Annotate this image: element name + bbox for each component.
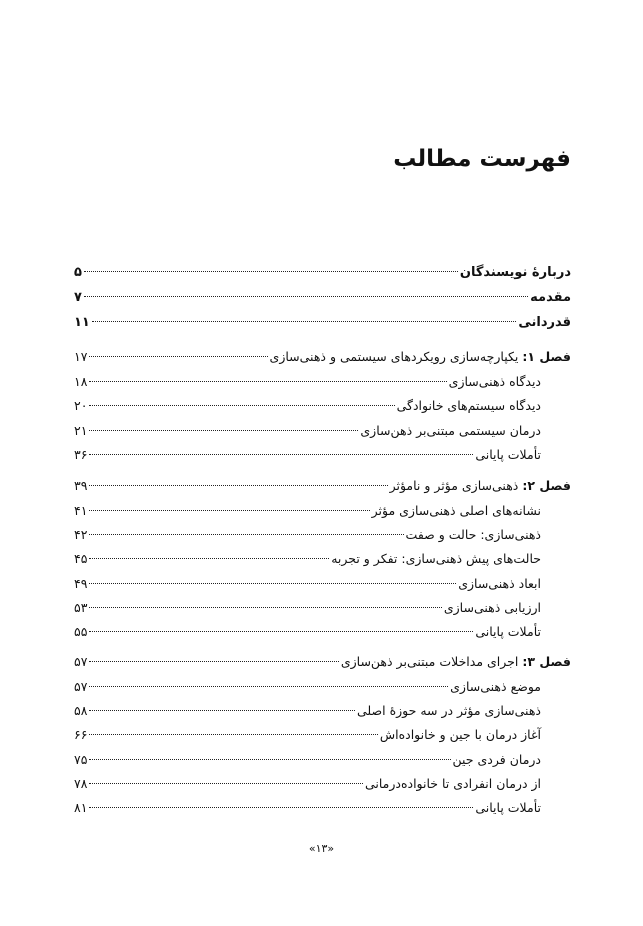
toc-entry-label: دیدگاه سیستم‌های خانوادگی: [396, 398, 541, 413]
toc-entry-label: درمان فردی جین: [452, 752, 541, 767]
toc-section[interactable]: [74, 798, 571, 818]
toc-section[interactable]: [74, 445, 571, 465]
leader-dots: [84, 271, 458, 272]
toc-page-number: ۶۶: [74, 727, 88, 742]
toc-entry-label: قدردانی: [518, 315, 571, 330]
toc-page-number: ۲۱: [74, 423, 88, 438]
toc-section[interactable]: [74, 372, 571, 392]
toc-section[interactable]: [74, 525, 571, 545]
toc-entry-label: [270, 347, 571, 367]
leader-dots: [89, 430, 358, 431]
toc-page-number: ۱۱: [74, 315, 90, 330]
leader-dots: [89, 558, 329, 559]
chapter-title: یکپارچه‌سازی رویکردهای سیستمی و ذهنی‌سازی: [269, 349, 519, 364]
toc-entry-label: ابعاد ذهنی‌سازی: [458, 576, 541, 591]
toc-page-number: ۵۷: [74, 679, 88, 694]
toc-entry-label: موضع ذهنی‌سازی: [450, 679, 541, 694]
leader-dots: [89, 381, 446, 382]
toc-section[interactable]: [74, 677, 571, 697]
toc-entry-introduction[interactable]: [74, 288, 571, 308]
toc-section[interactable]: [74, 622, 571, 642]
toc-section[interactable]: [74, 549, 571, 569]
toc-page-number: ۵۵: [74, 624, 88, 639]
toc-page-number: ۲۰: [74, 398, 88, 413]
toc-entry-label: درمان سیستمی مبتنی‌بر ذهن‌سازی: [360, 423, 541, 438]
toc-entry-label: مقدمه: [530, 290, 571, 305]
toc-section[interactable]: [74, 396, 571, 416]
leader-dots: [89, 710, 355, 711]
toc-chapter-2[interactable]: [74, 476, 571, 496]
toc-section[interactable]: [74, 421, 571, 441]
toc-entry-label: تأملات پایانی: [475, 800, 541, 815]
toc-chapter-3[interactable]: [74, 652, 571, 672]
toc-chapter-1[interactable]: [74, 347, 571, 367]
leader-dots: [89, 783, 363, 784]
toc-entry-label: از درمان انفرادی تا خانواده‌درمانی: [364, 776, 541, 791]
leader-dots: [89, 734, 377, 735]
leader-dots: [84, 296, 528, 297]
page-title: فهرست مطالب: [393, 146, 571, 172]
leader-dots: [89, 607, 441, 608]
toc-entry-label: حالت‌های پیش ذهنی‌سازی: تفکر و تجربه: [331, 551, 541, 566]
leader-dots: [92, 321, 516, 322]
toc-section[interactable]: [74, 501, 571, 521]
toc-page-number: ۸۱: [74, 800, 88, 815]
chapter-title: ذهنی‌سازی مؤثر و نامؤثر: [389, 478, 519, 493]
toc-entry-label: تأملات پایانی: [475, 624, 541, 639]
toc-entry-label: آغاز درمان با جین و خانواده‌اش: [379, 727, 541, 742]
leader-dots: [89, 405, 394, 406]
toc-page-number: ۴۵: [74, 551, 88, 566]
toc-section[interactable]: [74, 574, 571, 594]
toc-entry-label: دیدگاه ذهنی‌سازی: [448, 374, 541, 389]
leader-dots: [89, 485, 387, 486]
toc-section[interactable]: [74, 598, 571, 618]
leader-dots: [89, 583, 456, 584]
page-number-footer: «۱۳»: [308, 842, 335, 855]
leader-dots: [89, 356, 267, 357]
toc-page-number: ۵۸: [74, 703, 88, 718]
toc-section[interactable]: [74, 750, 571, 770]
toc-page-number: ۱۸: [74, 374, 88, 389]
toc-section[interactable]: [74, 701, 571, 721]
leader-dots: [89, 759, 450, 760]
toc-section[interactable]: [74, 725, 571, 745]
toc-page-number: ۳۶: [74, 447, 88, 462]
leader-dots: [89, 631, 473, 632]
toc-entry-acknowledgments[interactable]: [74, 313, 571, 333]
chapter-number: فصل ۲:: [522, 478, 571, 493]
toc-entry-label: نشانه‌های اصلی ذهنی‌سازی مؤثر: [371, 503, 541, 518]
toc-page-number: ۴۲: [74, 527, 88, 542]
toc-page-number: ۵۷: [74, 654, 88, 669]
leader-dots: [89, 510, 369, 511]
chapter-number: فصل ۱:: [522, 349, 571, 364]
toc-page-number: ۷۵: [74, 752, 88, 767]
leader-dots: [89, 807, 473, 808]
toc-page-number: ۳۹: [74, 478, 88, 493]
toc-page-number: ۴۱: [74, 503, 88, 518]
toc-entry-label: ارزیابی ذهنی‌سازی: [443, 600, 541, 615]
leader-dots: [89, 661, 338, 662]
toc-page-number: ۴۹: [74, 576, 88, 591]
toc-entry-label: تأملات پایانی: [475, 447, 541, 462]
toc-entry-label: ذهنی‌سازی مؤثر در سه حوزهٔ اصلی: [356, 703, 541, 718]
toc-entry-label: دربارهٔ نویسندگان: [459, 265, 571, 280]
chapter-number: فصل ۳:: [522, 654, 571, 669]
toc-page-number: ۷: [74, 290, 82, 305]
toc-section[interactable]: [74, 774, 571, 794]
leader-dots: [89, 454, 473, 455]
toc-page-number: ۷۸: [74, 776, 88, 791]
toc-page-number: ۵۳: [74, 600, 88, 615]
toc-page-number: ۱۷: [74, 349, 88, 364]
chapter-title: اجرای مداخلات مبتنی‌بر ذهن‌سازی: [340, 654, 519, 669]
toc-entry-label: [341, 652, 571, 672]
leader-dots: [89, 686, 448, 687]
toc-entry-label: [390, 476, 571, 496]
toc-page-number: ۵: [74, 265, 82, 280]
leader-dots: [89, 534, 403, 535]
toc-entry-label: ذهنی‌سازی: حالت و صفت: [405, 527, 541, 542]
toc-entry-about-authors[interactable]: [74, 263, 571, 283]
